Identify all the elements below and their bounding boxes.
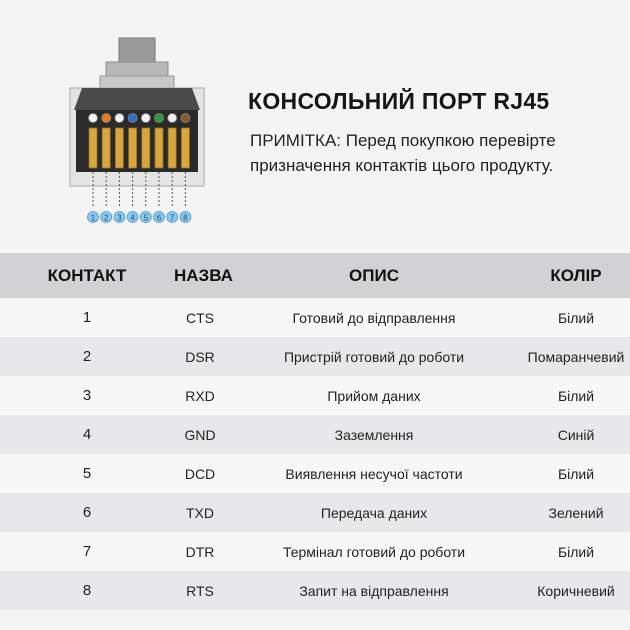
description-cell: Заземлення xyxy=(334,426,414,443)
wire-end-1 xyxy=(89,114,98,123)
description-cell: Термінал готовий до роботи xyxy=(282,543,466,560)
contact-3 xyxy=(115,128,123,168)
description-cell: Готовий до відправлення xyxy=(292,309,456,326)
note-text: ПРИМІТКА: Перед покупкою перевірте призначення контактів цього продукту. xyxy=(250,131,556,175)
name-cell: GND xyxy=(184,426,216,443)
wire-end-7 xyxy=(168,114,177,123)
wire-end-4 xyxy=(128,114,137,123)
pin-cell: 7 xyxy=(82,543,92,560)
name-cell: DSR xyxy=(185,348,215,365)
color-cell: Зелений xyxy=(548,504,604,521)
pinout-table xyxy=(0,253,630,610)
color-cell: Білий xyxy=(557,465,595,482)
pin-number-3: 3 xyxy=(117,213,122,223)
description-cell: Запит на відправлення xyxy=(299,582,449,599)
pin-number-4: 4 xyxy=(130,213,135,223)
name-cell: TXD xyxy=(186,504,214,521)
description-cell: Виявлення несучої частоти xyxy=(285,465,463,482)
wire-end-5 xyxy=(141,114,150,123)
contact-7 xyxy=(168,128,176,168)
header-section xyxy=(0,0,630,252)
wire-end-2 xyxy=(102,114,111,123)
pin-cell: 3 xyxy=(82,387,92,404)
pin-number-6: 6 xyxy=(156,213,162,223)
color-cell: Синій xyxy=(557,426,595,443)
wire-end-6 xyxy=(155,114,164,123)
pin-number-1: 1 xyxy=(90,213,96,223)
page-title: КОНСОЛЬНИЙ ПОРТ RJ45 xyxy=(248,88,550,114)
name-cell: DTR xyxy=(185,543,215,560)
contact-1 xyxy=(89,128,97,168)
header-pin: КОНТАКТ xyxy=(47,265,127,285)
table-body xyxy=(0,298,630,610)
description-cell: Передача даних xyxy=(320,504,428,521)
contact-5 xyxy=(142,128,150,168)
table-row xyxy=(0,337,630,376)
color-cell: Помаранчевий xyxy=(527,348,625,365)
contact-6 xyxy=(155,128,163,168)
header-description: ОПИС xyxy=(349,265,399,285)
contact-2 xyxy=(102,128,110,168)
pin-number-5: 5 xyxy=(143,213,149,223)
table-row xyxy=(0,376,630,415)
pin-number-2: 2 xyxy=(103,213,109,223)
pin-cell: 2 xyxy=(82,348,92,365)
header-name: НАЗВА xyxy=(174,265,233,285)
color-cell: Білий xyxy=(557,387,595,404)
table-header xyxy=(0,253,630,298)
color-cell: Білий xyxy=(557,309,595,326)
color-cell: Білий xyxy=(557,543,595,560)
color-cell: Коричневий xyxy=(537,582,615,599)
description-cell: Пристрій готовий до роботи xyxy=(283,348,465,365)
contact-8 xyxy=(181,128,189,168)
wire-end-8 xyxy=(181,114,190,123)
name-cell: DCD xyxy=(184,465,216,482)
table-row xyxy=(0,454,630,493)
table-row xyxy=(0,532,630,571)
description-cell: Прийом даних xyxy=(327,387,421,404)
pin-number-7: 7 xyxy=(169,213,175,223)
name-cell: CTS xyxy=(186,309,214,326)
pin-cell: 8 xyxy=(82,582,92,599)
pin-cell: 1 xyxy=(82,309,92,326)
table-row xyxy=(0,415,630,454)
table-row xyxy=(0,298,630,337)
table-row xyxy=(0,493,630,532)
name-cell: RTS xyxy=(186,582,214,599)
name-cell: RXD xyxy=(185,387,215,404)
rj45-connector-icon xyxy=(62,36,212,231)
pin-number-8: 8 xyxy=(183,213,188,223)
table-row xyxy=(0,571,630,610)
pin-cell: 4 xyxy=(82,426,92,443)
pin-cell: 5 xyxy=(82,465,92,482)
pin-cell: 6 xyxy=(82,504,92,521)
wire-end-3 xyxy=(115,114,124,123)
header-color: КОЛІР xyxy=(550,265,602,285)
contact-4 xyxy=(129,128,137,168)
